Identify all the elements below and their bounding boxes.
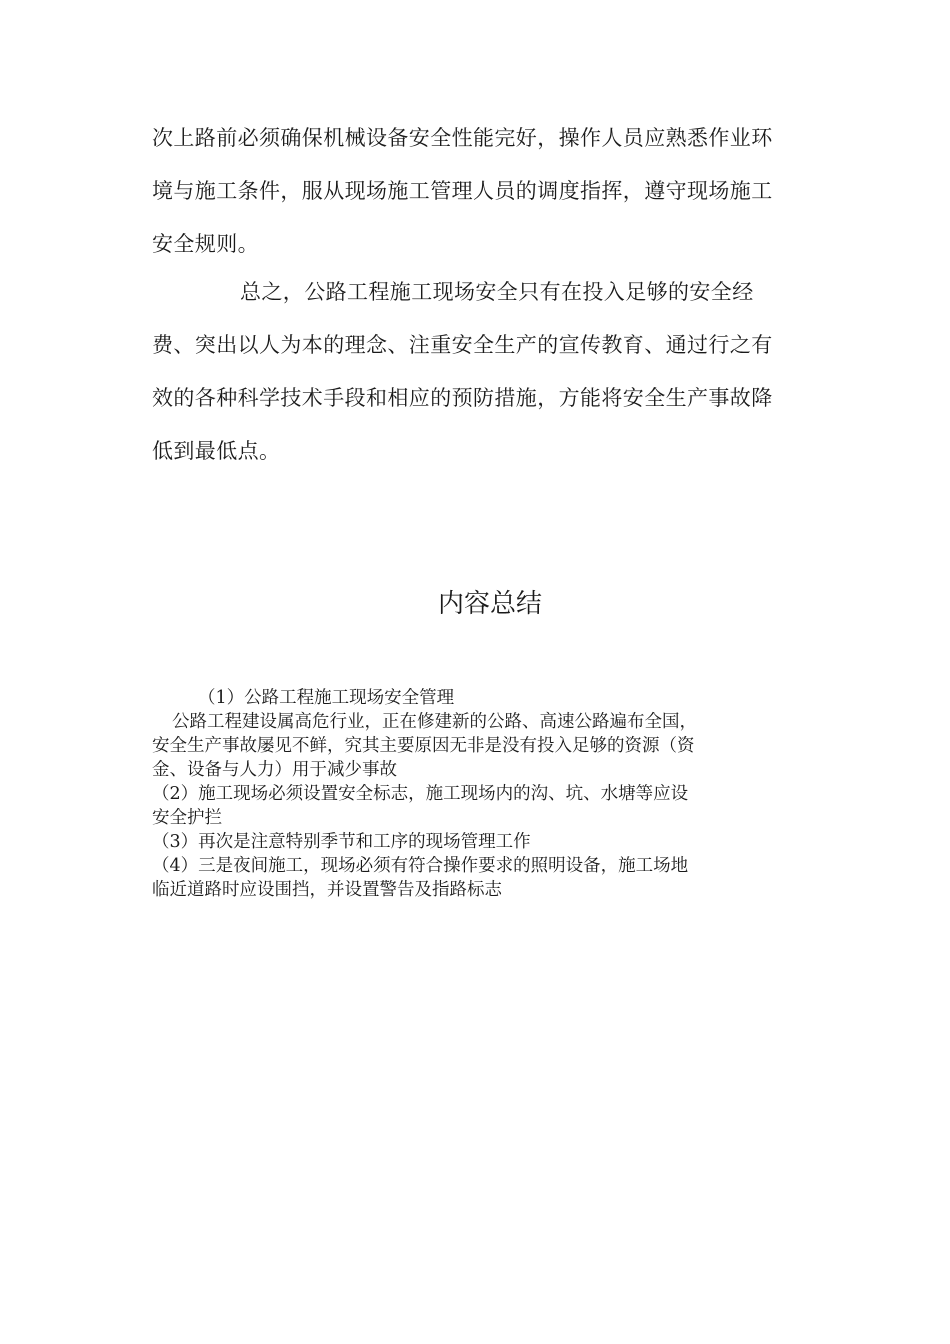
summary-line: 金、设备与人力）用于减少事故 [152, 760, 397, 780]
paragraph-line: 总之，公路工程施工现场安全只有在投入足够的安全经 [240, 280, 754, 304]
summary-line: 安全生产事故屡见不鲜，究其主要原因无非是没有投入足够的资源（资 [152, 736, 695, 756]
summary-line: （1）公路工程施工现场安全管理 [198, 688, 455, 708]
summary-line: 公路工程建设属高危行业，正在修建新的公路、高速公路遍布全国， [172, 712, 697, 732]
paragraph-line: 效的各种科学技术手段和相应的预防措施，方能将安全生产事故降 [152, 386, 773, 410]
summary-line: （3）再次是注意特别季节和工序的现场管理工作 [152, 832, 531, 852]
summary-heading: 内容总结 [437, 589, 542, 619]
body-paragraph-conclusion [152, 266, 802, 478]
paragraph-line: 安全规则。 [152, 232, 259, 256]
summary-line: 安全护拦 [152, 808, 222, 828]
paragraph-line: 低到最低点。 [152, 439, 281, 463]
summary-line: （2）施工现场必须设置安全标志，施工现场内的沟、坑、水塘等应设 [152, 784, 689, 804]
summary-line: 临近道路时应设围挡，并设置警告及指路标志 [152, 880, 502, 900]
summary-content [152, 686, 802, 902]
paragraph-line: 境与施工条件，服从现场施工管理人员的调度指挥，遵守现场施工 [152, 179, 773, 203]
summary-line: （4）三是夜间施工，现场必须有符合操作要求的照明设备，施工场地 [152, 856, 689, 876]
paragraph-line: 次上路前必须确保机械设备安全性能完好，操作人员应熟悉作业环 [152, 126, 773, 150]
paragraph-line: 费、突出以人为本的理念、注重安全生产的宣传教育、通过行之有 [152, 333, 773, 357]
body-paragraph-safety-rules [152, 112, 802, 271]
